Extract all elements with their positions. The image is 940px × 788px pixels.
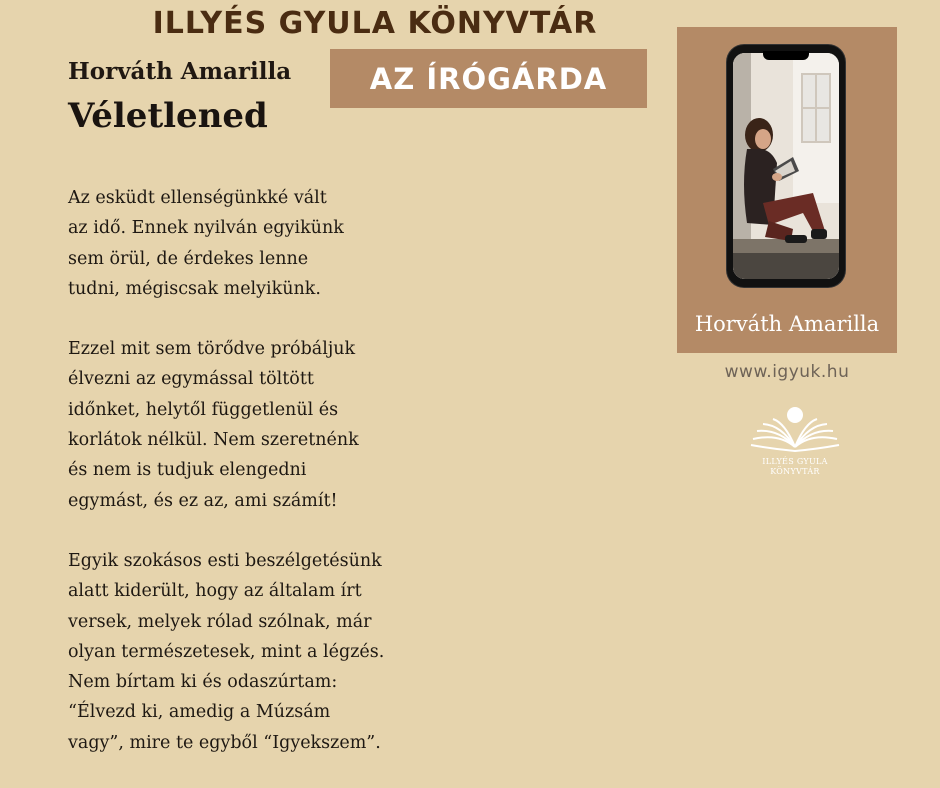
poem-line: vagy”, mire te egyből “Igyekszem”. [68,732,381,753]
library-logo [745,405,845,485]
poem-line: olyan természetesek, mint a légzés. [68,641,385,662]
poem-line: alatt kiderült, hogy az általam írt [68,581,362,602]
poem-line: és nem is tudjuk elengedni [68,460,307,481]
poem-line: tudni, mégiscsak melyikünk. [68,278,321,299]
phone-notch [763,51,809,60]
poem-line: “Élvezd ki, amedig a Múzsám [68,702,331,723]
phone-mockup [727,45,845,287]
library-title: ILLYÉS GYULA KÖNYVTÁR [152,6,598,41]
poem-line: Nem bírtam ki és odaszúrtam: [68,672,338,693]
author-card [677,27,897,353]
website-url[interactable]: www.igyuk.hu [724,362,850,382]
poem-line: egymást, és ez az, ami számít! [68,490,338,511]
poem-line: élvezni az egymással töltött [68,369,314,390]
poem-line: versek, melyek rólad szólnak, már [68,611,372,632]
poem-line: Az esküdt ellenségünkké vált [68,188,327,208]
poem-line: Egyik szokásos esti beszélgetésünk [68,550,382,571]
poem-line: sem örül, de érdekes lenne [68,248,309,269]
poem-line: korlátok nélkül. Nem szeretnénk [68,430,359,451]
poem-line: Ezzel mit sem törődve próbáljuk [68,339,356,360]
stanza [68,183,428,304]
author-name: Horváth Amarilla [68,58,292,85]
author-photo [733,53,839,279]
poem-title: Véletlened [68,96,268,136]
poem-line: az idő. Ennek nyilván egyikünk [68,218,344,239]
poem-body [68,183,428,788]
stanza [68,546,428,758]
banner-badge [330,49,647,108]
card-author-name: Horváth Amarilla [694,312,880,336]
stanza [68,334,428,516]
book-sun-icon [745,405,845,455]
logo-line-1: ILLYÉS GYULA [762,457,828,466]
poem-line: időnket, helytől függetlenül és [68,399,339,420]
photo-illustration [733,53,839,279]
banner-label: AZ ÍRÓGÁRDA [369,61,608,96]
logo-line-2: KÖNYVTÁR [770,467,820,476]
